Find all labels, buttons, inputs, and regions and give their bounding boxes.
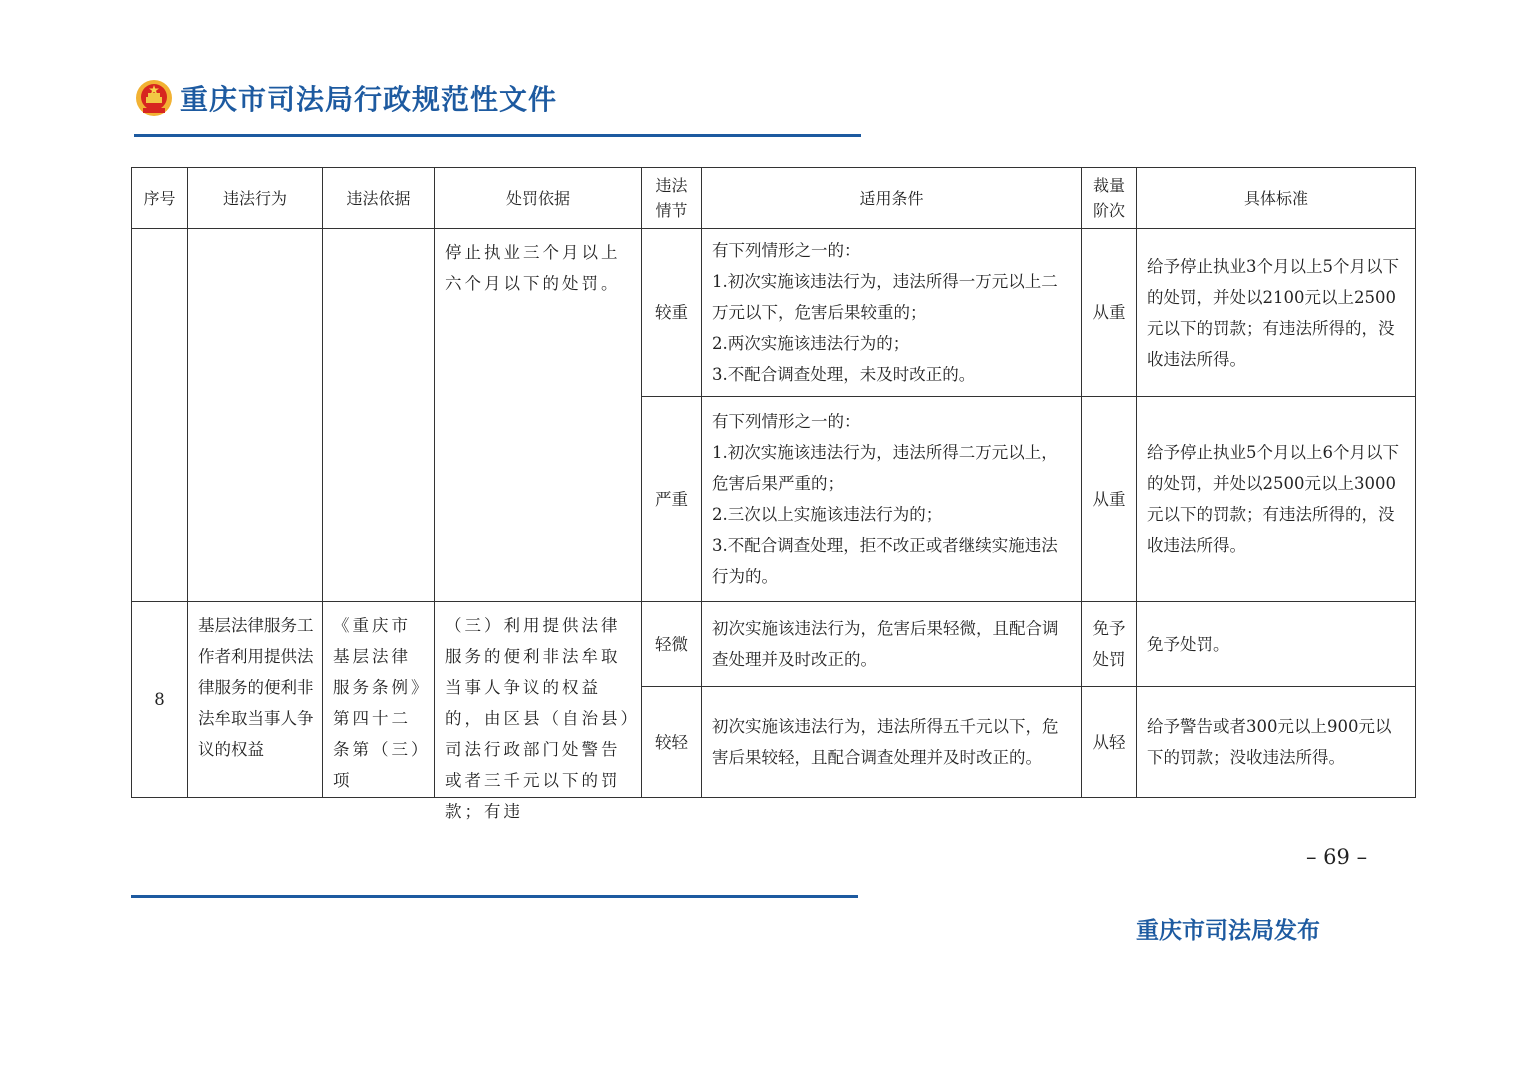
column-header-level: 裁量 阶次 xyxy=(1082,168,1137,229)
violation-cell xyxy=(188,602,323,798)
condition-cell: 有下列情形之一的： 1.初次实施该违法行为，违法所得二万元以上，危害后果严重的； 2.三次以上实施该违法行为的； 3.不配合调查处理，拒不改正或者继续实施违法行为的。 xyxy=(702,397,1082,602)
penalty-basis-text: （三）利用提供法律服务的便利非法牟取当事人争议的权益的，由区县（自治县）司法行政部门处警告或者三千元以下的罚款；有违 xyxy=(445,616,632,821)
condition-cell: 初次实施该违法行为，危害后果轻微，且配合调查处理并及时改正的。 xyxy=(702,602,1082,687)
violated-law-text: 《重庆市基层法律服务条例》第四十二条第（三）项 xyxy=(333,616,423,790)
penalty-basis-cell xyxy=(435,602,642,821)
penalty-basis-cell: 停止执业三个月以上六个月以下的处罚。 xyxy=(435,229,642,602)
circumstance-cell: 轻微 xyxy=(642,602,702,687)
column-header-violation: 违法行为 xyxy=(188,168,323,229)
column-header-circumstance: 违法 情节 xyxy=(642,168,702,229)
column-header-standard: 具体标准 xyxy=(1137,168,1416,229)
condition-cell: 初次实施该违法行为，违法所得五千元以下，危害后果较轻，且配合调查处理并及时改正的。 xyxy=(702,687,1082,798)
level-cell: 免予 处罚 xyxy=(1082,602,1137,687)
page-number: – 69 – xyxy=(1306,845,1368,869)
header-divider xyxy=(134,134,861,137)
table-row xyxy=(132,602,1416,687)
table-cell-empty xyxy=(132,229,188,602)
standard-cell: 给予停止执业5个月以上6个月以下的处罚，并处以2500元以上3000元以下的罚款；有违法所得的，没收违法所得。 xyxy=(1137,397,1416,602)
item-number-cell: 8 xyxy=(132,602,188,798)
footer-divider xyxy=(131,895,858,898)
table-cell-empty xyxy=(188,229,323,602)
publisher-label: 重庆市司法局发布 xyxy=(1136,918,1320,944)
level-cell: 从重 xyxy=(1082,397,1137,602)
discretion-standard-table xyxy=(131,167,1416,821)
standard-cell: 给予警告或者300元以上900元以下的罚款；没收违法所得。 xyxy=(1137,687,1416,798)
table-header-row xyxy=(132,168,1416,229)
column-header-no: 序号 xyxy=(132,168,188,229)
level-cell: 从轻 xyxy=(1082,687,1137,798)
standard-cell: 给予停止执业3个月以上5个月以下的处罚，并处以2100元以上2500元以下的罚款；有违法所得的，没收违法所得。 xyxy=(1137,229,1416,397)
standard-cell: 免予处罚。 xyxy=(1137,602,1416,687)
column-header-violated-law: 违法依据 xyxy=(323,168,435,229)
violated-law-cell xyxy=(323,602,435,798)
circumstance-cell: 较轻 xyxy=(642,687,702,798)
national-emblem-icon xyxy=(134,78,174,118)
column-header-condition: 适用条件 xyxy=(702,168,1082,229)
document-header xyxy=(134,78,557,118)
level-cell: 从重 xyxy=(1082,229,1137,397)
violation-text: 基层法律服务工作者利用提供法律服务的便利非法牟取当事人争议的权益 xyxy=(198,616,314,759)
circumstance-cell: 较重 xyxy=(642,229,702,397)
table-row xyxy=(132,229,1416,397)
condition-cell: 有下列情形之一的： 1.初次实施该违法行为，违法所得一万元以上二万元以下，危害后果较重的； 2.两次实施该违法行为的； 3.不配合调查处理，未及时改正的。 xyxy=(702,229,1082,397)
table-cell-empty xyxy=(323,229,435,602)
circumstance-cell: 严重 xyxy=(642,397,702,602)
document-header-title: 重庆市司法局行政规范性文件 xyxy=(180,83,558,116)
column-header-penalty-basis: 处罚依据 xyxy=(435,168,642,229)
